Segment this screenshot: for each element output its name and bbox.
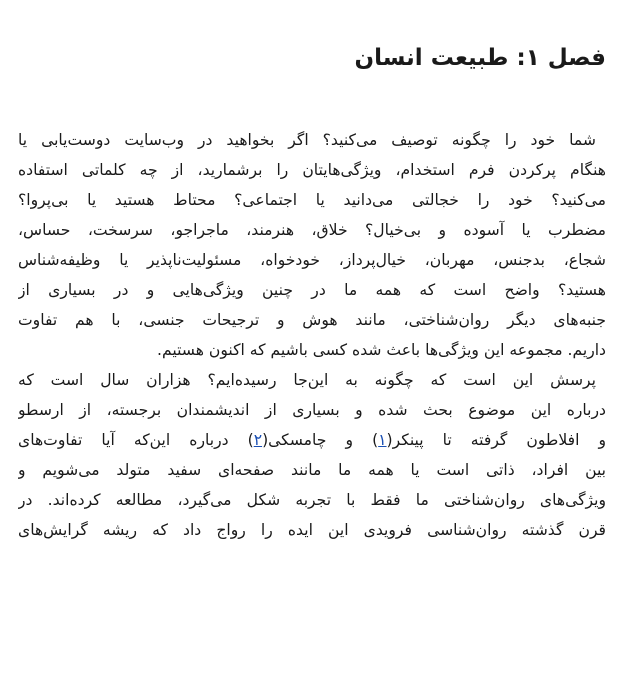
text-line: قرن گذشته روان‌شناسی فرویدی این ایده را رواج داد که ریشه گرایش‌های xyxy=(18,521,606,539)
body-text xyxy=(18,125,606,545)
text-line: جنبه‌های دیگر روان‌شناختی، مانند هوش و ترجیحات جنسی، با هم تفاوت xyxy=(18,311,606,329)
chapter-title: فصل ۱: طبیعت انسان xyxy=(354,45,606,71)
text-line: شما خود را چگونه توصیف می‌کنید؟ اگر بخواهید در وب‌سایت دوست‌یابی یا xyxy=(18,131,596,149)
text-line: بین افراد، ذاتی است یا همه ما مانند صفحه‌ای سفید متولد می‌شویم و xyxy=(18,461,606,479)
text-segment: و افلاطون گرفته تا پینکر( xyxy=(386,431,606,449)
paragraph-2 xyxy=(18,365,606,545)
text-line: پرسش این است که چگونه به این‌جا رسیده‌ایم؟ هزاران سال است که xyxy=(18,371,596,389)
text-line: هستید؟ واضح است که همه ما در چنین ویژگی‌هایی و در بسیاری از xyxy=(18,281,606,299)
reference-link-1[interactable]: ۱ xyxy=(378,431,387,449)
text-line: درباره این موضوع بحث شده و بسیاری از اندیشمندان برجسته، از ارسطو xyxy=(18,401,606,419)
text-line: مضطرب یا آسوده و بی‌خیال؟ خلاق، هنرمند، ماجراجو، سرسخت، حساس، xyxy=(18,221,606,239)
reference-link-2[interactable]: ۲ xyxy=(253,431,263,449)
text-line: ویژگی‌های روان‌شناختی ما فقط با تجربه شکل می‌گیرد، مطالعه کرده‌اند. در xyxy=(18,491,606,509)
paragraph-1 xyxy=(18,125,606,365)
text-line: داریم. مجموعه این ویژگی‌ها باعث شده کسی باشیم که اکنون هستیم. xyxy=(157,341,606,359)
text-segment: ) و چامسکی( xyxy=(262,431,379,449)
text-line: هنگام پرکردن فرم استخدام، ویژگی‌هایتان را برشمارید، از چه کلماتی استفاده xyxy=(18,161,606,179)
text-line: شجاع، بدجنس، مهربان، خیال‌پرداز، خودخواه، مسئولیت‌ناپذیر یا وظیفه‌شناس xyxy=(18,251,606,269)
text-line: می‌کنید؟ خود را خجالتی می‌دانید یا اجتماعی؟ محتاط هستید یا بی‌پروا؟ xyxy=(18,191,606,209)
text-line-with-refs xyxy=(18,425,606,455)
text-segment: ) درباره این‌که آیا تفاوت‌های xyxy=(18,431,254,449)
